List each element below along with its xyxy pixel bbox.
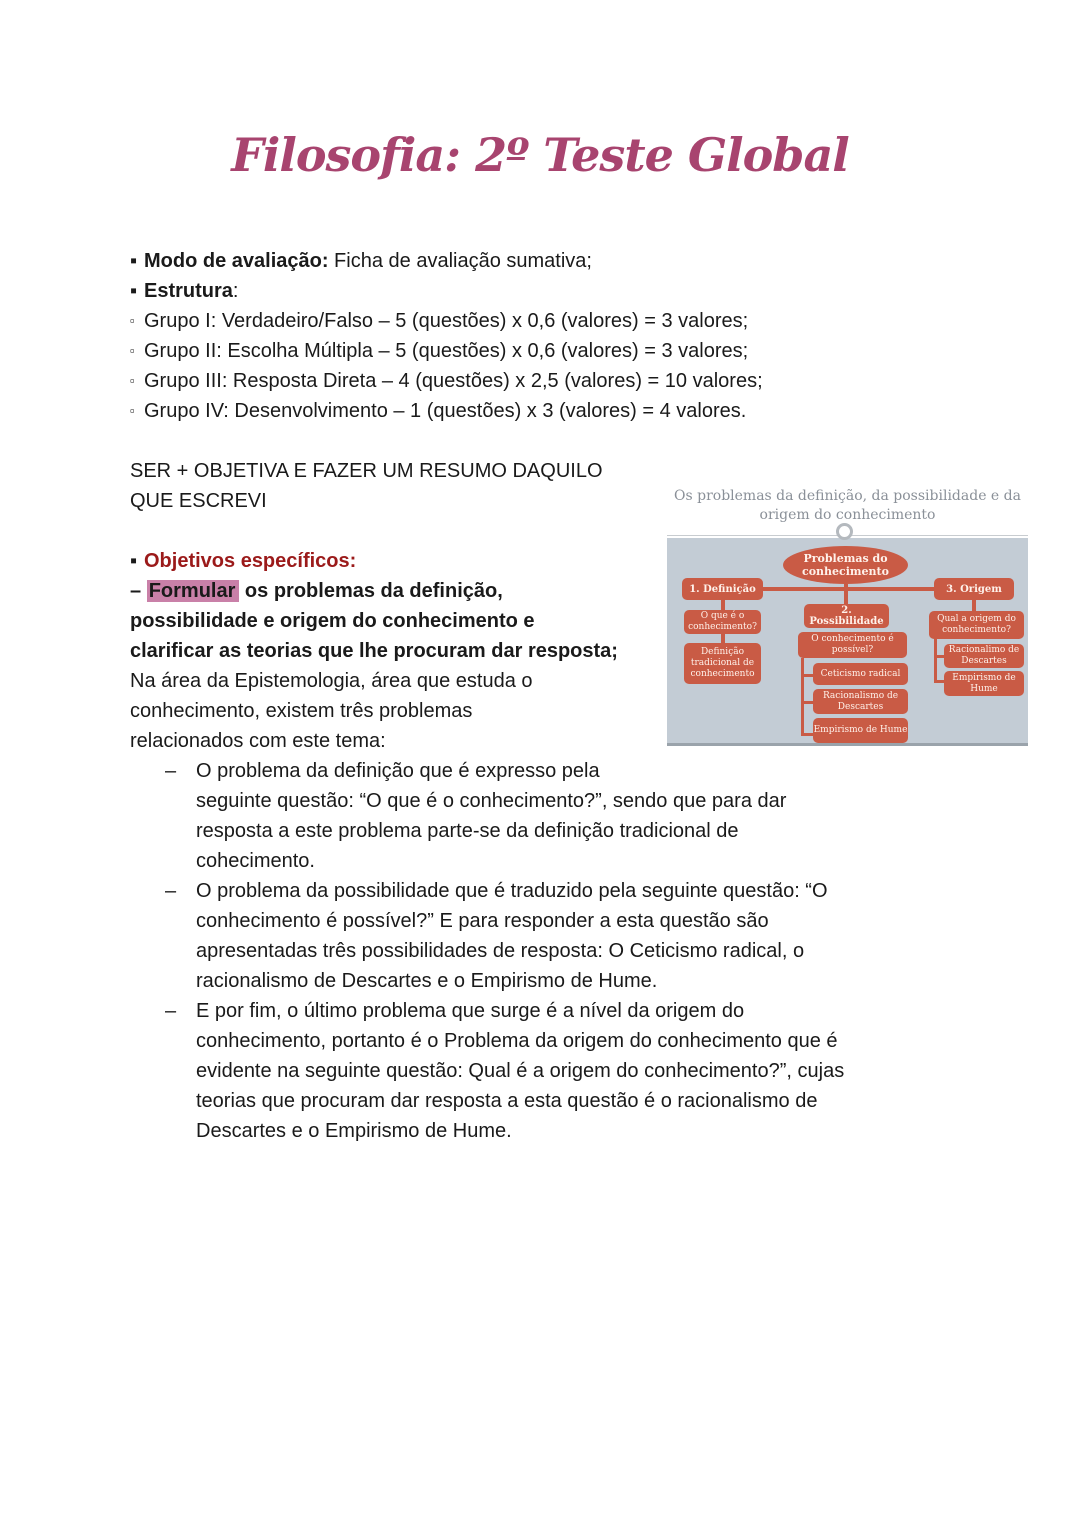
origem-head: 3. Origem bbox=[934, 578, 1014, 600]
dash: – bbox=[130, 580, 147, 602]
tree-connector bbox=[801, 674, 813, 677]
item-line: cohecimento. bbox=[196, 850, 315, 872]
tree-connector bbox=[934, 639, 937, 683]
eval-structure-line bbox=[130, 276, 238, 306]
item-line: racionalismo de Descartes e o Empirismo de Hume. bbox=[196, 970, 658, 992]
item-line: apresentadas três possibilidades de resposta: O Ceticismo radical, o bbox=[196, 940, 805, 962]
arrow-connector bbox=[972, 600, 976, 611]
item-line: E por fim, o último problema que surge é a nível da origem do bbox=[196, 1000, 745, 1022]
possibilidade-head: 2. Possibilidade bbox=[804, 604, 889, 628]
objectives-heading: Objetivos específicos: bbox=[144, 550, 357, 572]
tree-connector bbox=[934, 680, 944, 683]
intro-line: conhecimento, existem três problemas bbox=[130, 700, 473, 722]
group-item bbox=[130, 336, 748, 366]
eval-structure-label: Estrutura bbox=[144, 280, 233, 302]
colon: : bbox=[232, 280, 239, 302]
diagram-title bbox=[667, 487, 1028, 525]
note-line-2: QUE ESCREVI bbox=[130, 490, 267, 512]
objectives-heading-line bbox=[130, 546, 356, 576]
eval-mode-label: Modo de avaliação: bbox=[144, 250, 329, 272]
item-line: conhecimento, portanto é o Problema da origem do conhecimento que é bbox=[196, 1030, 838, 1052]
item-line: seguinte questão: “O que é o conhecimento?”, sendo que para dar bbox=[196, 790, 787, 812]
item-line: O problema da definição que é expresso pela bbox=[196, 760, 600, 782]
group-item bbox=[130, 306, 748, 336]
dash-bullet-icon: – bbox=[165, 760, 177, 782]
group-item bbox=[130, 366, 763, 396]
intro-line: Na área da Epistemologia, área que estuda o bbox=[130, 670, 533, 692]
diagram-title-line: Os problemas da definição, da possibilidade e da bbox=[674, 488, 1021, 504]
note-line-1: SER + OBJETIVA E FAZER UM RESUMO DAQUILO bbox=[130, 460, 603, 482]
intro-line: relacionados com este tema: bbox=[130, 730, 386, 752]
eval-mode-line bbox=[130, 246, 592, 276]
square-bullet-icon: ▫ bbox=[130, 403, 135, 418]
page-title: Filosofia: 2º Teste Global bbox=[231, 128, 849, 182]
definicao-question: O que é o conhecimento? bbox=[684, 610, 761, 634]
eval-mode-value: Ficha de avaliação sumativa; bbox=[328, 250, 592, 272]
group-text: Grupo IV: Desenvolvimento – 1 (questões) x 3 (valores) = 4 valores. bbox=[144, 400, 747, 422]
dash-bullet-icon: – bbox=[165, 1000, 177, 1022]
root-node: Problemas do conhecimento bbox=[783, 546, 908, 584]
square-bullet-icon: ▫ bbox=[130, 343, 135, 358]
objective-text: os problemas da definição, bbox=[239, 580, 503, 602]
arrow-connector bbox=[721, 634, 725, 643]
objective-line-3: clarificar as teorias que lhe procuram dar resposta; bbox=[130, 640, 618, 662]
item-line: Descartes e o Empirismo de Hume. bbox=[196, 1120, 512, 1142]
arrow-connector bbox=[721, 600, 725, 610]
tree-connector bbox=[801, 733, 813, 736]
possibilidade-answer: Racionalismo de Descartes bbox=[813, 689, 908, 714]
group-text: Grupo II: Escolha Múltipla – 5 (questões) x 0,6 (valores) = 3 valores; bbox=[144, 340, 749, 362]
square-bullet-icon: ▫ bbox=[130, 373, 135, 388]
bullet-icon: ▪ bbox=[130, 550, 138, 572]
origem-answer: Racionalimo de Descartes bbox=[944, 644, 1024, 668]
objective-line-2: possibilidade e origem do conhecimento e bbox=[130, 610, 535, 632]
tree-connector bbox=[934, 655, 944, 658]
definicao-answer: Definição tradicional de conhecimento bbox=[684, 643, 761, 684]
tree-connector bbox=[801, 701, 813, 704]
item-line: teorias que procuram dar resposta a esta questão é o racionalismo de bbox=[196, 1090, 818, 1112]
circle-ornament-icon bbox=[836, 523, 853, 540]
definicao-head: 1. Definição bbox=[682, 578, 763, 600]
square-bullet-icon: ▫ bbox=[130, 313, 135, 328]
bullet-icon: ▪ bbox=[130, 280, 138, 302]
possibilidade-answer: Empirismo de Hume bbox=[813, 718, 908, 743]
group-text: Grupo I: Verdadeiro/Falso – 5 (questões) x 0,6 (valores) = 3 valores; bbox=[144, 310, 749, 332]
highlighted-word: Formular bbox=[147, 580, 240, 602]
objective-line-1 bbox=[130, 576, 503, 606]
item-line: resposta a este problema parte-se da definição tradicional de bbox=[196, 820, 739, 842]
item-line: conhecimento é possível?” E para responder a esta questão são bbox=[196, 910, 769, 932]
dash-bullet-icon: – bbox=[165, 880, 177, 902]
diagram-title-line: origem do conhecimento bbox=[759, 507, 936, 523]
origem-question: Qual a origem do conhecimento? bbox=[929, 611, 1024, 639]
group-item bbox=[130, 396, 746, 426]
tree-connector bbox=[801, 658, 804, 736]
possibilidade-question: O conhecimento é possível? bbox=[798, 632, 907, 658]
bullet-icon: ▪ bbox=[130, 250, 138, 272]
group-text: Grupo III: Resposta Direta – 4 (questões) x 2,5 (valores) = 10 valores; bbox=[144, 370, 763, 392]
possibilidade-answer: Ceticismo radical bbox=[813, 663, 908, 685]
item-line: evidente na seguinte questão: Qual é a origem do conhecimento?”, cujas bbox=[196, 1060, 845, 1082]
origem-answer: Empirismo de Hume bbox=[944, 671, 1024, 696]
arrow-connector bbox=[844, 584, 848, 604]
item-line: O problema da possibilidade que é traduzido pela seguinte questão: “O bbox=[196, 880, 828, 902]
knowledge-problems-diagram bbox=[667, 485, 1028, 745]
